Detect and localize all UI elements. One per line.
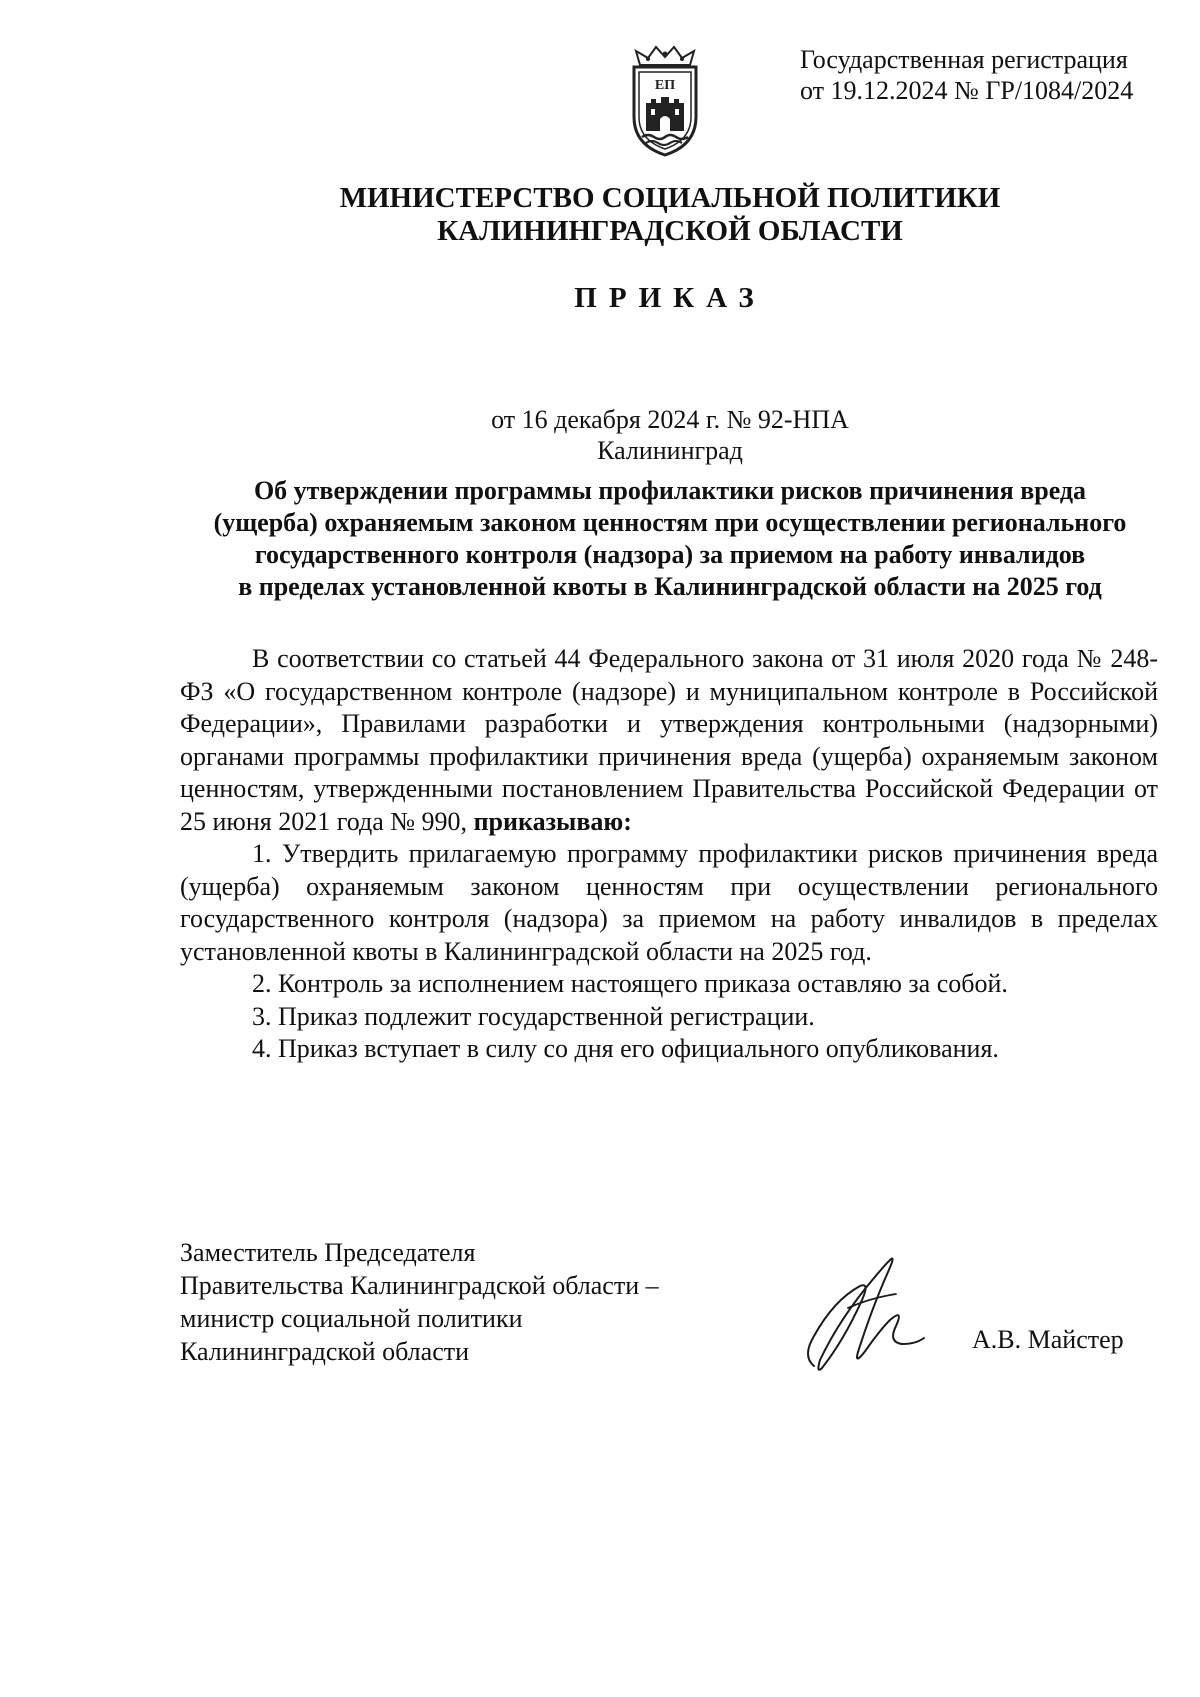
title-line: в пределах установленной квоты в Калининградской области на 2025 год [238,572,1102,601]
signatory-name: А.В. Майстер [972,1325,1124,1354]
order-item: 2. Контроль за исполнением настоящего приказа оставляю за собой. [252,969,1008,998]
order-item: 1. Утвердить прилагаемую программу профилактики рисков причинения вреда (ущерба) охраняемым законом ценностям при осуществлении регионального государственного контроля (надзора) за приемом на работу инвалидов в пределах установленной квоты в Калининградской области на 2025 год. [180,839,1158,966]
order-body [180,643,1158,1066]
order-city: Калининград [597,436,743,465]
position-line: Заместитель Председателя [180,1238,476,1267]
preamble-text: В соответствии со статьей 44 Федерального закона от 31 июля 2020 года № 248-ФЗ «О государственном контроле (надзоре) и муниципальном контроле в Российской Федерации», Правилами разработки и утверждения контрольными (надзорными) органами программы профилактики причинения вреда (ущерба) охраняемым законом ценностям, утвержденными постановлением Правительства Российской Федерации от 25 июня 2021 года № 990, [180,644,1158,836]
order-date-number: от 16 декабря 2024 г. № 92-НПА [491,405,849,434]
order-item: 3. Приказ подлежит государственной регистрации. [252,1001,815,1031]
order-date-block [0,404,1200,466]
state-registration-stamp [800,44,1170,106]
ministry-header [0,182,1200,248]
preamble-paragraph [180,643,1158,838]
kaliningrad-coat-of-arms-icon [622,45,708,157]
order-title [0,475,1200,603]
title-line: государственного контроля (надзора) за приемом на работу инвалидов [254,540,1086,569]
position-line: Правительства Калининградской области – [180,1271,659,1300]
document-type: ПРИКАЗ [574,282,766,314]
registration-line-2: от 19.12.2024 № ГР/1084/2024 [800,76,1134,105]
order-word: приказываю: [473,806,632,836]
signatory-position [180,1236,740,1368]
handwritten-signature-icon [800,1248,940,1378]
ministry-line-2: КАЛИНИНГРАДСКОЙ ОБЛАСТИ [437,215,903,247]
svg-text:ЕП: ЕП [654,78,676,93]
order-item: 4. Приказ вступает в силу со дня его официального опубликования. [252,1034,999,1063]
position-line: Калининградской области [180,1337,470,1366]
title-line: (ущерба) охраняемым законом ценностям при осуществлении регионального [213,508,1127,537]
ministry-line-1: МИНИСТЕРСТВО СОЦИАЛЬНОЙ ПОЛИТИКИ [339,182,1001,214]
registration-line-1: Государственная регистрация [800,45,1128,74]
position-line: министр социальной политики [180,1304,523,1333]
title-line: Об утверждении программы профилактики рисков причинения вреда [253,476,1087,505]
